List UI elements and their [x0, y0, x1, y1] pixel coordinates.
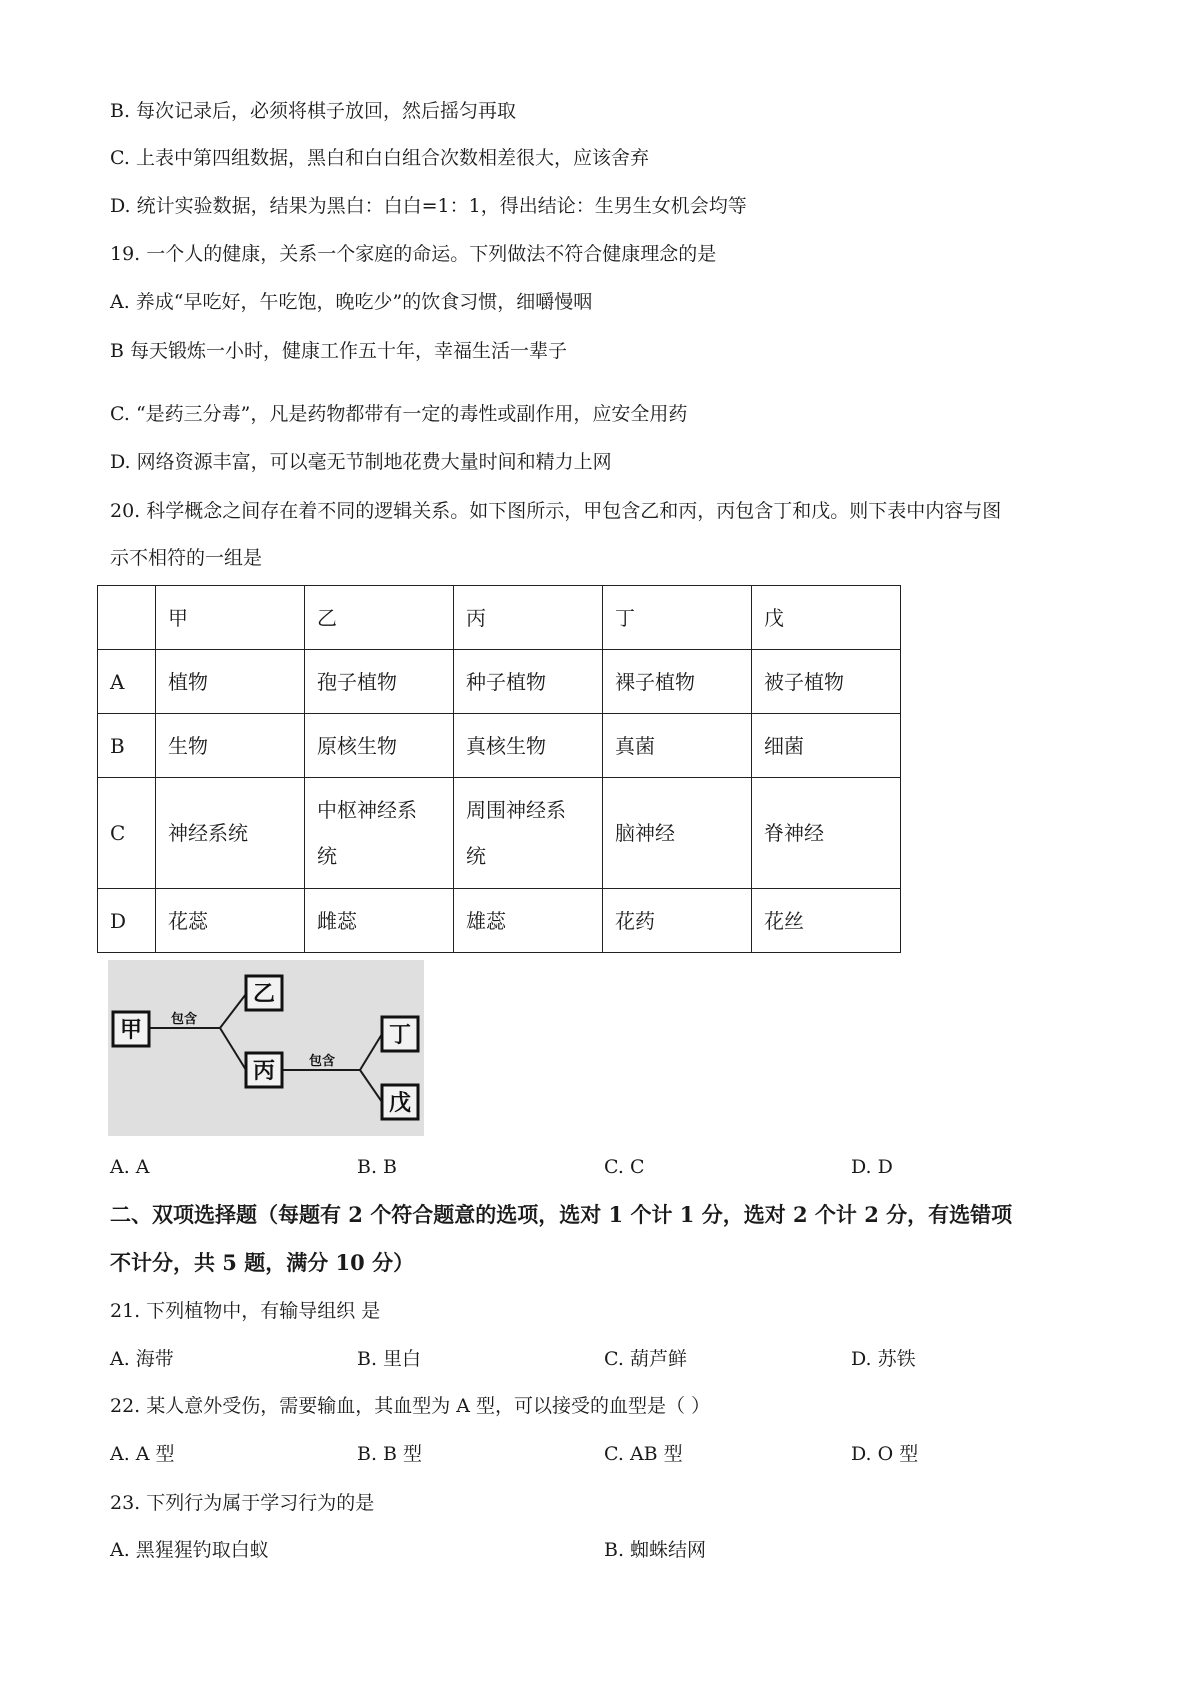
q19-option-b: B 每天锻炼一小时，健康工作五十年，幸福生活一辈子 [110, 340, 568, 362]
table-cell: 植物 [156, 650, 305, 714]
section-heading-line2: 不计分，共 5 题，满分 10 分） [110, 1250, 415, 1275]
cell-line: 统 [317, 844, 337, 868]
table-cell: 细菌 [752, 714, 901, 778]
q23-option-b: B. 蜘蛛结网 [604, 1539, 707, 1561]
q21-stem: 21. 下列植物中，有输导组织 是 [110, 1300, 381, 1322]
table-cell: 雄蕊 [454, 889, 603, 953]
table-cell: 神经系统 [156, 778, 305, 889]
table-cell: 脑神经 [603, 778, 752, 889]
table-cell: 孢子植物 [305, 650, 454, 714]
q18-option-d: D. 统计实验数据，结果为黑白：白白=1：1，得出结论：生男生女机会均等 [110, 195, 747, 217]
cell-line: 统 [466, 844, 486, 868]
q23-option-a: A. 黑猩猩钓取白蚁 [110, 1539, 269, 1561]
cell-line: 周围神经系 [466, 798, 566, 822]
table-cell: 花蕊 [156, 889, 305, 953]
table-cell: 戊 [752, 586, 901, 650]
table-cell: 雌蕊 [305, 889, 454, 953]
q22-option-a: A. A 型 [110, 1443, 175, 1465]
q19-option-d: D. 网络资源丰富，可以毫无节制地花费大量时间和精力上网 [110, 451, 612, 473]
table-cell: C [98, 778, 156, 889]
q19-option-a: A. 养成“早吃好，午吃饱，晚吃少”的饮食习惯，细嚼慢咽 [110, 291, 593, 313]
q20-stem-line1: 20. 科学概念之间存在着不同的逻辑关系。如下图所示，甲包含乙和丙，丙包含丁和戊。则下表中内容与图 [110, 500, 1002, 522]
q20-option-a: A. A [110, 1156, 150, 1178]
table-cell: 丙 [454, 586, 603, 650]
diagram-relation-2: 包含 [308, 1054, 336, 1069]
table-row [98, 778, 901, 889]
table-cell: 生物 [156, 714, 305, 778]
inclusion-diagram [108, 960, 424, 1136]
diagram-relation-1: 包含 [170, 1012, 198, 1027]
q21-option-a: A. 海带 [110, 1348, 174, 1370]
table-cell: 真菌 [603, 714, 752, 778]
table-cell: 原核生物 [305, 714, 454, 778]
table-cell: B [98, 714, 156, 778]
diagram-node-bing: 丙 [252, 1058, 276, 1084]
table-cell: 真核生物 [454, 714, 603, 778]
table-cell: 甲 [156, 586, 305, 650]
q22-stem: 22. 某人意外受伤，需要输血，其血型为 A 型，可以接受的血型是（ ） [110, 1395, 711, 1417]
q23-stem: 23. 下列行为属于学习行为的是 [110, 1492, 375, 1514]
section-heading-line1: 二、双项选择题（每题有 2 个符合题意的选项，选对 1 个计 1 分，选对 2 个计 2 分，有选错项 [110, 1202, 1013, 1227]
table-cell: 被子植物 [752, 650, 901, 714]
diagram-node-yi: 乙 [252, 981, 276, 1007]
table-cell: 裸子植物 [603, 650, 752, 714]
table-cell: D [98, 889, 156, 953]
q22-option-b: B. B 型 [357, 1443, 423, 1465]
q20-option-b: B. B [357, 1156, 398, 1178]
q22-option-d: D. O 型 [851, 1443, 919, 1465]
diagram-node-jia: 甲 [119, 1017, 143, 1043]
table-row [98, 650, 901, 714]
q20-table [97, 585, 901, 953]
table-cell: 脊神经 [752, 778, 901, 889]
table-cell: 丁 [603, 586, 752, 650]
q20-option-c: C. C [604, 1156, 645, 1178]
table-cell: 花丝 [752, 889, 901, 953]
q19-option-c: C. “是药三分毒”，凡是药物都带有一定的毒性或副作用，应安全用药 [110, 403, 688, 425]
table-header-row [98, 586, 901, 650]
q20-option-d: D. D [851, 1156, 893, 1178]
table-cell: 种子植物 [454, 650, 603, 714]
q18-option-b: B. 每次记录后，必须将棋子放回，然后摇匀再取 [110, 100, 517, 122]
cell-line: 中枢神经系 [317, 798, 417, 822]
table-cell: 乙 [305, 586, 454, 650]
q21-option-b: B. 里白 [357, 1348, 422, 1370]
table-row [98, 889, 901, 953]
q18-option-c: C. 上表中第四组数据，黑白和白白组合次数相差很大，应该舍弃 [110, 147, 649, 169]
table-cell: A [98, 650, 156, 714]
table-cell [98, 586, 156, 650]
diagram-node-ding: 丁 [388, 1022, 412, 1048]
q21-option-c: C. 葫芦鲜 [604, 1348, 687, 1370]
q20-stem-line2: 示不相符的一组是 [110, 547, 263, 569]
q19-stem: 19. 一个人的健康，关系一个家庭的命运。下列做法不符合健康理念的是 [110, 243, 717, 265]
table-cell [305, 778, 454, 889]
diagram-node-wu: 戊 [388, 1090, 412, 1116]
q22-option-c: C. AB 型 [604, 1443, 683, 1465]
q21-option-d: D. 苏铁 [851, 1348, 916, 1370]
table-row [98, 714, 901, 778]
table-cell: 花药 [603, 889, 752, 953]
table-cell [454, 778, 603, 889]
